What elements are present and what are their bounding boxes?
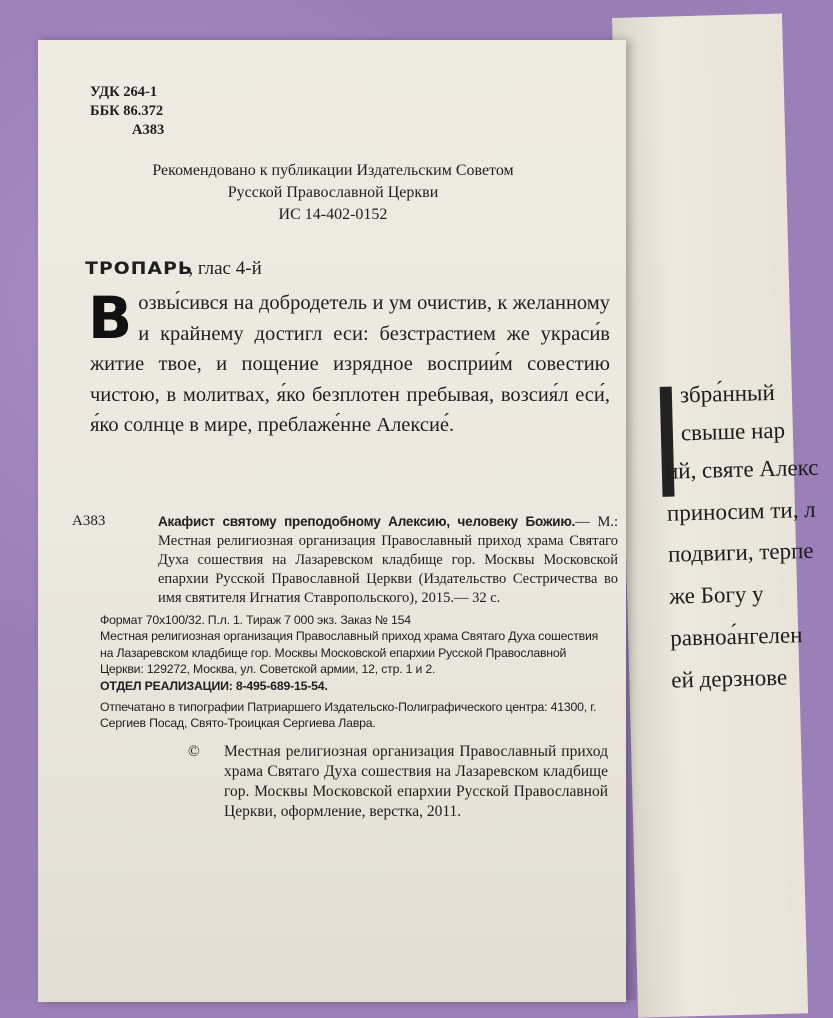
facing-text-line: приносим ти, л bbox=[666, 496, 816, 526]
facing-text-line: же Богу у bbox=[668, 581, 764, 609]
udk-code: УДК 264-1 bbox=[90, 84, 158, 100]
bbk-code: ББК 86.372 bbox=[90, 103, 164, 119]
biblio-rest: — М.: Местная религиозная организация Православный приход храма Святаго Духа сошествия на Лазаревском кладбище гор. Москвы Московской епархии Русской Православной Церкви (Издательство Сестричества во имя святителя Игнатия Ставропольского), 2015.— 32 с. bbox=[158, 514, 618, 606]
copyright-symbol: © bbox=[188, 743, 200, 760]
troparion-title: ТРОПАРЬ bbox=[85, 259, 194, 279]
recommendation-line: Русской Православной Церкви bbox=[227, 184, 439, 201]
publisher-info: Местная религиозная организация Православный приход храма Святаго Духа сошествия на Лазаревском кладбище гор. Москвы Московской епархии Русской Православной Церкви: 129272, Москва, ул. Советской армии, 12, стр. 1 и 2. bbox=[100, 629, 599, 677]
biblio-title: Акафист святому преподобному Алексию, человеку Божию. bbox=[158, 514, 576, 529]
troparion-heading bbox=[85, 258, 262, 280]
facing-text-line: подвиги, терпе bbox=[667, 537, 814, 567]
facing-text-line: ий, святе Алекс bbox=[665, 454, 819, 484]
troparion-tone: , глас 4-й bbox=[188, 258, 262, 279]
facing-text-line: равноа́нгелен bbox=[669, 622, 803, 651]
classification-block bbox=[90, 83, 164, 140]
facing-text-line: свыше нар bbox=[680, 417, 786, 446]
troparion-text: озвы́сився на добродетель и ум очистив, к желанному и крайнему достигл еси: безстрастием же украси́в житие твое, и пощение изрядное восприи́м совестию чистою, в молитвах, я́ко безплотен пребывая, возсия́л еси́, я́ко солнце в мире, преблаже́нне Алексие́. bbox=[90, 292, 610, 436]
imprint-block bbox=[100, 612, 610, 732]
author-sign: А383 bbox=[132, 122, 165, 138]
recommendation-number: ИС 14-402-0152 bbox=[278, 206, 388, 223]
recommendation-block bbox=[98, 160, 568, 226]
format-line: Формат 70x100/32. П.л. 1. Тираж 7 000 экз. Заказ № 154 bbox=[100, 613, 411, 627]
sales-department: ОТДЕЛ РЕАЛИЗАЦИИ: 8-495-689-15-54. bbox=[100, 678, 328, 693]
facing-text-line: ей дерзнове bbox=[671, 664, 788, 693]
facing-text-line: збра́нный bbox=[679, 379, 776, 408]
facing-page bbox=[612, 14, 819, 1018]
title-verso-page bbox=[38, 40, 626, 1002]
copyright-block bbox=[188, 742, 608, 822]
recommendation-line: Рекомендовано к публикации Издательским Советом bbox=[152, 162, 514, 179]
troparion-text-block bbox=[88, 284, 610, 441]
dropcap: В bbox=[88, 284, 133, 352]
copyright-text: Местная религиозная организация Православный приход храма Святаго Духа сошествия на Лазаревском кладбище гор. Москвы Московской епархии Русской Православной Церкви, оформление, верстка, 2011. bbox=[224, 743, 608, 820]
biblio-code: А383 bbox=[72, 513, 106, 529]
printer-info: Отпечатано в типографии Патриаршего Издательско-Полиграфического центра: 41300, г. Сергиев Посад, Свято-Троицкая Сергиева Лавра. bbox=[100, 700, 597, 731]
biblio-text bbox=[158, 512, 618, 608]
